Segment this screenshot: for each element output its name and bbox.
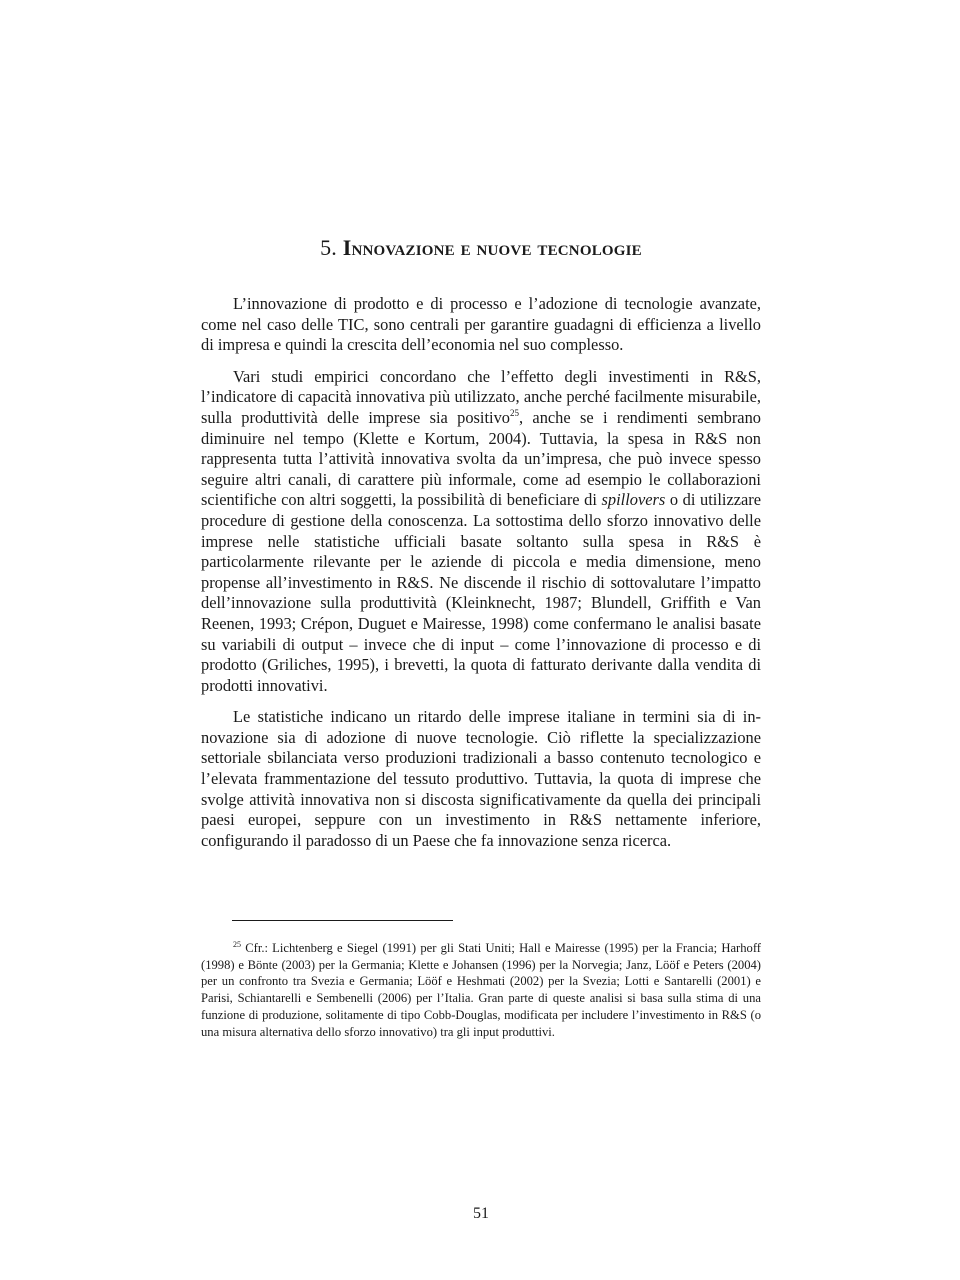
footnote-text: Cfr.: Lichtenberg e Siegel (1991) per gli Stati Uniti; Hall e Mairesse (1995) per la Francia; Harhoff (1998) e Bönte (2003) per la Germania; Klette e Johansen (1996) per la Norvegia; Janz, Lööf e Peters (2004) per un confronto tra Svezia e Germania; Lööf e Heshmati (2002) per la Svezia; Lotti e Santarelli (2001) e Parisi, Schiantarelli e Sembenelli (2006) per l’Italia. Gran parte di queste analisi si basa sulla stima di una funzione di produzione, solitamente di tipo Cobb-Douglas, modificata per includere l’investimento in R&S (o una misura alternativa dello sforzo innovativo) tra gli input produttivi. — [201, 941, 761, 1039]
italic-term-spillovers: spillovers — [601, 490, 666, 510]
page-number: 51 — [473, 1205, 489, 1222]
body-text — [201, 294, 761, 862]
footnote-separator — [232, 920, 453, 921]
footnote-number: 25 — [233, 940, 241, 949]
paragraph-2 — [201, 367, 761, 697]
chapter-title — [201, 234, 761, 262]
footnote-reference: 25 — [509, 407, 519, 418]
chapter-title-text: Innovazione e nuove tecnologie — [342, 235, 642, 260]
chapter-number: 5. — [320, 235, 338, 260]
paragraph-2-part-2: , anche se i rendimenti sembrano diminuire nel tempo (Klette e Kortum, 2004). Tuttavia, la spesa in R&S non rappresenta tutta l’attività innovativa svolta da un’impresa, che può invece spesso seguire altri canali, di carattere più informale, come ad esempio le collaborazioni scientifiche con altri soggetti, la possibilità di beneficiare di — [201, 407, 761, 510]
paragraph-1: L’innovazione di prodotto e di processo e l’adozione di tecnologie avanzate, come nel caso delle TIC, sono centrali per garantire guadagni di efficienza a livello di impresa e quindi la crescita dell’economia nel suo complesso. — [201, 294, 761, 355]
paragraph-3: Le statistiche indicano un ritardo delle imprese italiane in termini sia di innovazione sia di adozione di nuove tecnologie. Ciò riflette la specializzazione settoriale sbilanciata verso produzioni tradizionali a basso contenuto tecnologico e l’elevata frammentazione del tessuto produttivo. Tuttavia, la quota di imprese che svolge attività innovativa non si discosta significativamente da quella dei principali paesi europei, seppure con un investimento in R&S nettamente inferiore, configurando il paradosso di un Paese che fa innovazione senza ricerca. — [201, 707, 761, 850]
footnote — [201, 940, 761, 1040]
document-page — [201, 0, 761, 1280]
paragraph-2-part-3: o di utilizzare procedure di gestione della conoscenza. La sottostima dello sforzo innovativo delle imprese nelle statistiche ufficiali basate soltanto sulla spesa in R&S è particolarmente rilevante per le aziende di piccola e media dimensione, meno propense all’investimento in R&S. Ne discende il rischio di sottovalutare l’impatto dell’innovazione sulla produttività (Kleinknecht, 1987; Blundell, Griffith e Van Reenen, 1993; Crépon, Duguet e Mairesse, 1998) come confermano le analisi basate su variabili di output – invece che di input – come l’innovazione di processo e di prodotto (Griliches, 1995), i brevetti, la quota di fatturato derivante dalla vendita di prodotti innovativi. — [201, 490, 761, 695]
paragraph-2-part-1: Vari studi empirici concordano che l’effetto degli investimenti in R&S, l’indicatore di capacità innovativa più utilizzato, anche perché facilmente misurabile, sulla produttività delle imprese sia positivo — [201, 366, 761, 427]
